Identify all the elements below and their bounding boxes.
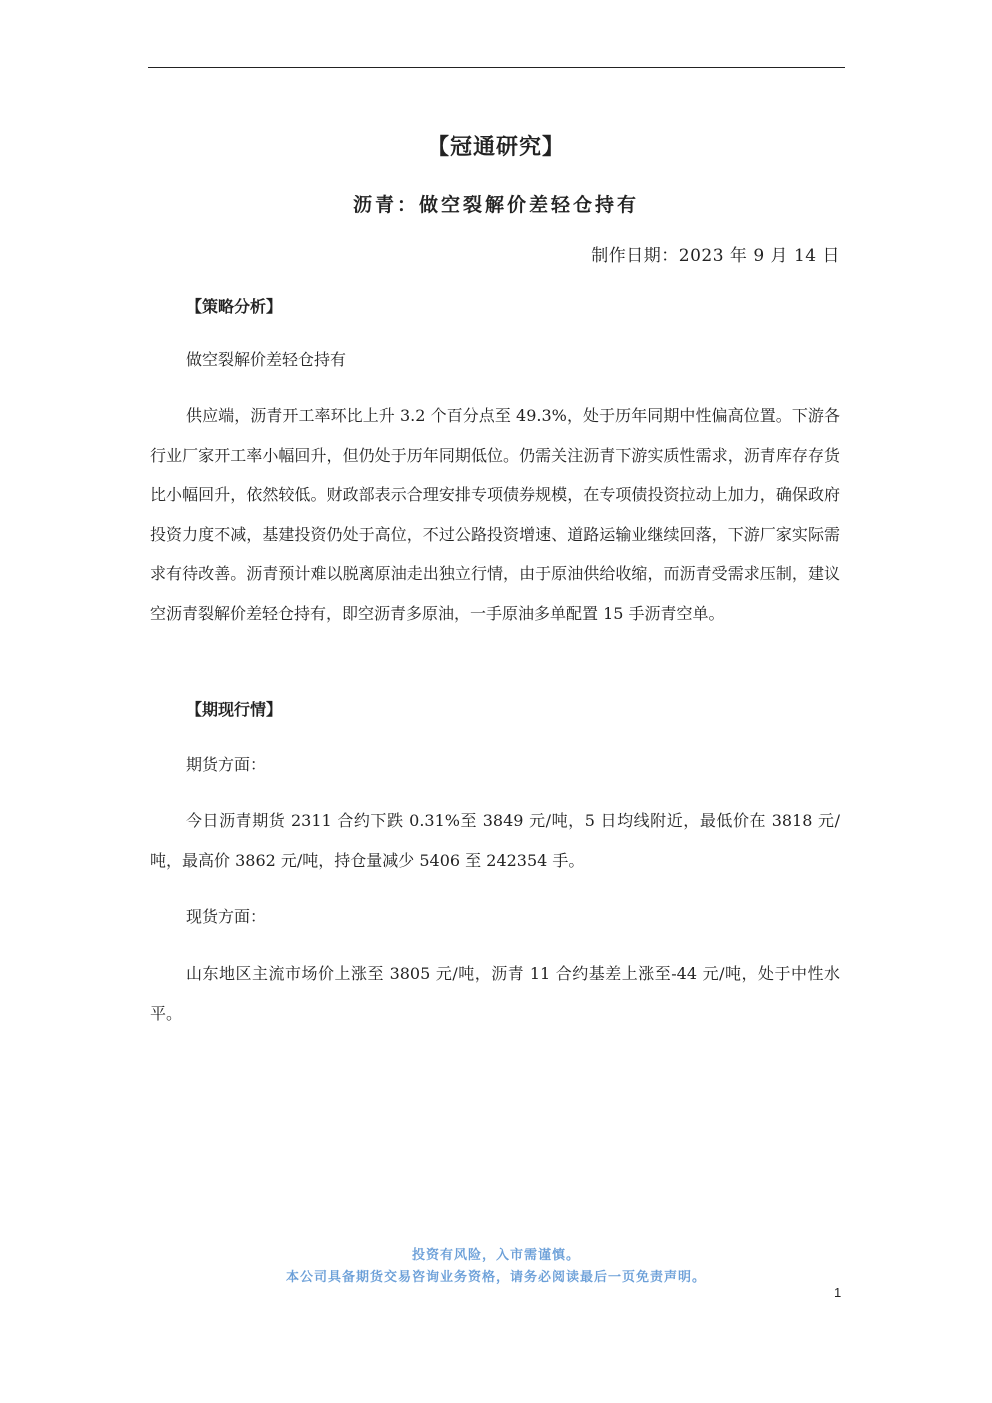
strategy-heading: 【策略分析】 (186, 297, 283, 316)
risk-warning: 投资有风险，入市需谨慎。 (411, 1248, 580, 1263)
spot-body: 山东地区主流市场价上涨至 3805 元/吨，沥青 11 合约基差上涨至-44 元/吨，处于中性水平。 (150, 964, 840, 1023)
futures-body: 今日沥青期货 2311 合约下跌 0.31%至 3849 元/吨，5 日均线附近，最低价在 3818 元/吨，最高价 3862 元/吨，持仓量减少 5406 至 242354 手。 (150, 811, 840, 870)
futures-label: 期货方面： (186, 755, 267, 774)
spot-label: 现货方面： (186, 907, 267, 926)
strategy-summary: 做空裂解价差轻仓持有 (186, 350, 347, 369)
report-date: 制作日期：2023 年 9 月 14 日 (591, 246, 840, 266)
header-rule (148, 67, 845, 68)
market-heading: 【期现行情】 (186, 700, 283, 719)
page-number: 1 (834, 1285, 842, 1300)
strategy-body: 供应端，沥青开工率环比上升 3.2 个百分点至 49.3%，处于历年同期中性偏高位置。下游各行业厂家开工率小幅回升，但仍处于历年同期低位。仍需关注沥青下游实质性需求，沥青库存存货比小幅回升，依然较低。财政部表示合理安排专项债券规模，在专项债投资拉动上加力，确保政府投资力度不减，基建投资仍处于高位，不过公路投资增速、道路运输业继续回落，下游厂家实际需求有待改善。沥青预计难以脱离原油走出独立行情，由于原油供给收缩，而沥青受需求压制，建议空沥青裂解价差轻仓持有，即空沥青多原油，一手原油多单配置 15 手沥青空单。 (150, 406, 840, 623)
report-title: 沥青：做空裂解价差轻仓持有 (352, 194, 639, 216)
disclaimer-notice: 本公司具备期货交易咨询业务资格，请务必阅读最后一页免责声明。 (285, 1270, 706, 1285)
brand-title: 【冠通研究】 (426, 134, 565, 160)
